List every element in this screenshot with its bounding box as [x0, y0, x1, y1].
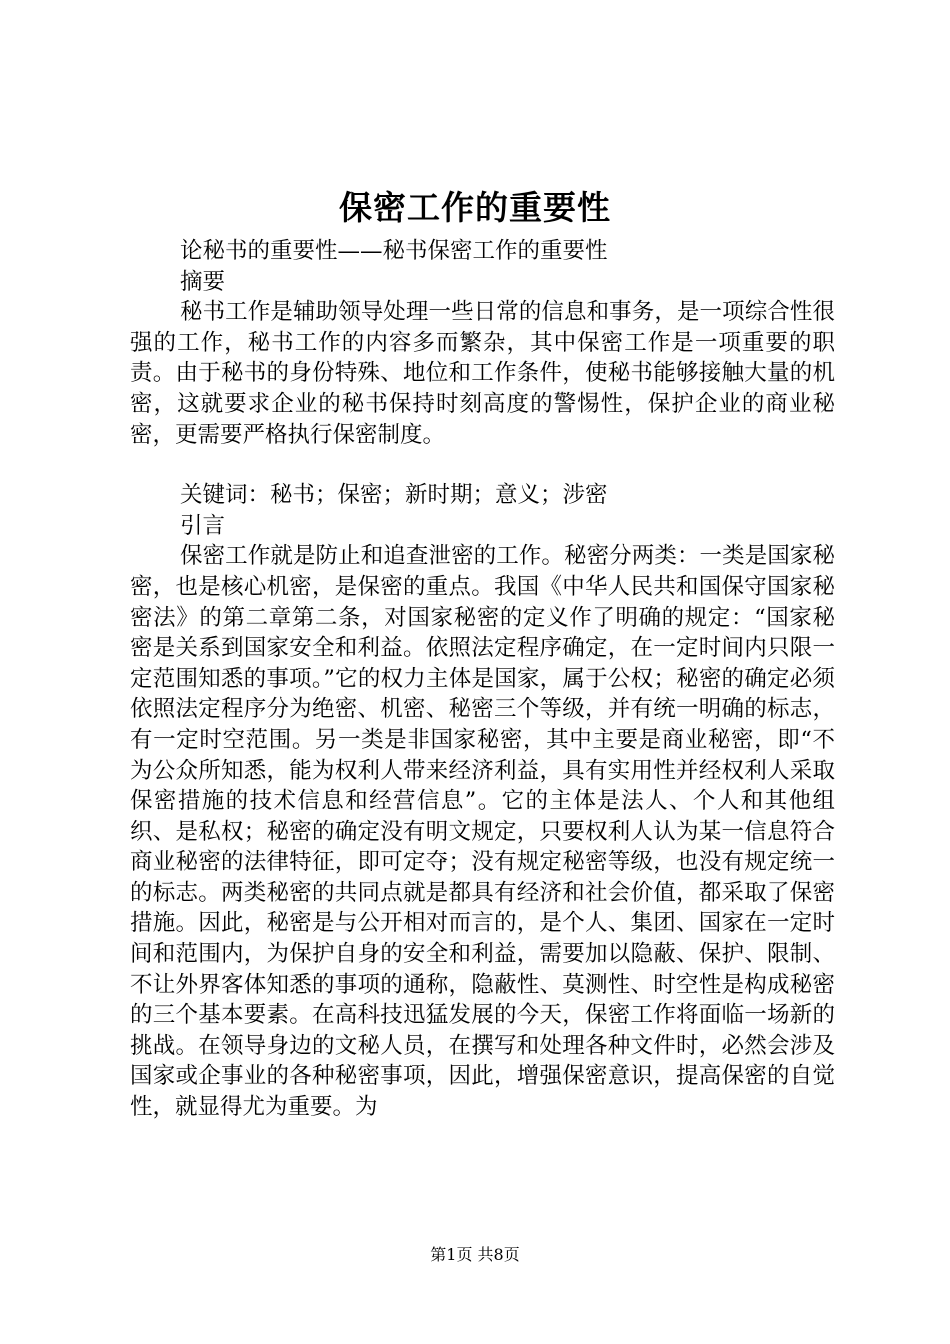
- body-paragraph: 保密工作就是防止和追查泄密的工作。秘密分两类：一类是国家秘密，也是核心机密，是保密的重点。我国《中华人民共和国保守国家秘密法》的第二章第二条，对国家秘密的定义作了明确的规定：“国家秘密是关系到国家安全和利益。依照法定程序确定，在一定时间内只限一定范围知悉的事项。”它的权力主体是国家，属于公权；秘密的确定必须依照法定程序分为绝密、机密、秘密三个等级，并有统一明确的标志，有一定时空范围。另一类是非国家秘密，其中主要是商业秘密，即“不为公众所知悉，能为权利人带来经济利益，具有实用性并经权利人采取保密措施的技术信息和经营信息”。它的主体是法人、个人和其他组织、是私权；秘密的确定没有明文规定，只要权利人认为某一信息符合商业秘密的法律特征，即可定夺；没有规定秘密等级，也没有规定统一的标志。两类秘密的共同点就是都具有经济和社会价值，都采取了保密措施。因此，秘密是与公开相对而言的，是个人、集团、国家在一定时间和范围内，为保护自身的安全和利益，需要加以隐蔽、保护、限制、不让外界客体知悉的事项的通称，隐蔽性、莫测性、时空性是构成秘密的三个基本要素。在高科技迅猛发展的今天，保密工作将面临一场新的挑战。在领导身边的文秘人员，在撰写和处理各种文件时，必然会涉及国家或企事业的各种秘密事项，因此，增强保密意识，提高保密的自觉性，就显得尤为重要。为: [130, 543, 835, 1121]
- paragraph-spacer: [130, 450, 835, 480]
- page-footer: 第1页 共8页: [430, 1245, 520, 1264]
- abstract-heading: 摘要: [180, 268, 226, 295]
- document-body: [130, 236, 835, 1123]
- abstract-paragraph: 秘书工作是辅助领导处理一些日常的信息和事务，是一项综合性很强的工作，秘书工作的内容多而繁杂，其中保密工作是一项重要的职责。由于秘书的身份特殊、地位和工作条件，使秘书能够接触大量的机密，这就要求企业的秘书保持时刻高度的警惕性，保护企业的商业秘密，更需要严格执行保密制度。: [130, 299, 835, 448]
- intro-heading: 引言: [180, 512, 226, 539]
- subtitle-line: 论秘书的重要性——秘书保密工作的重要性: [180, 238, 608, 264]
- document-title: 保密工作的重要性: [339, 188, 611, 227]
- keywords-line: 关键词：秘书；保密；新时期；意义；涉密: [180, 482, 608, 509]
